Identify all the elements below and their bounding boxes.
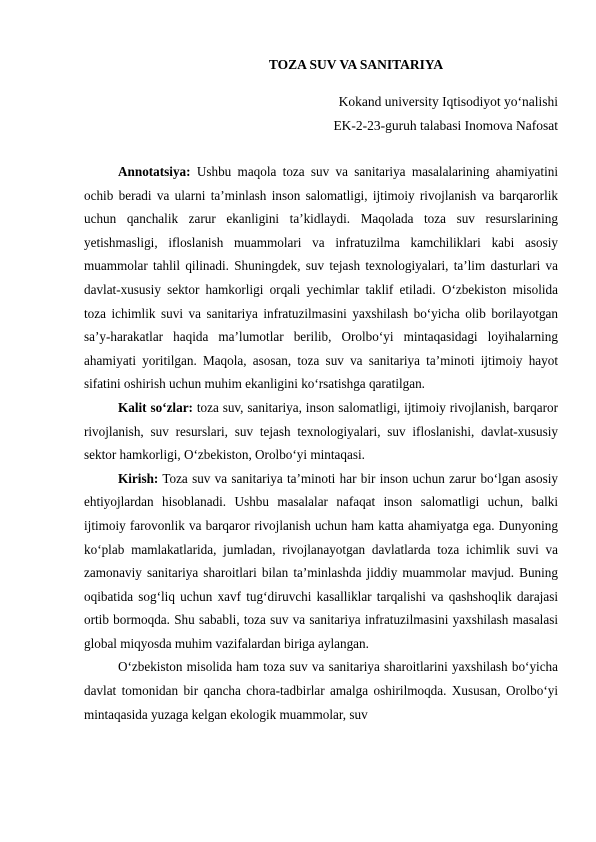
keywords-text: toza suv, sanitariya, inson salomatligi, ijtimoiy rivojlanish, barqaror rivojlanish, suv resurslari, suv tejash texnologiyalari, suv ifloslanishi, davlat-xususiy sektor hamkorligi, O‘zbekiston, Orolbo‘yi mintaqasi.: [84, 399, 558, 463]
author-affiliation: Kokand university Iqtisodiyot yo‘nalishi: [338, 94, 558, 109]
article-title: TOZA SUV VA SANITARIYA: [268, 57, 444, 72]
abstract-label: Annotatsiya:: [118, 164, 191, 179]
introduction-paragraph: [84, 467, 558, 656]
body-paragraph: [84, 655, 558, 726]
abstract-paragraph: [84, 160, 558, 396]
author-name: EK-2-23-guruh talabasi Inomova Nafosat: [333, 118, 558, 133]
keywords-paragraph: [84, 396, 558, 467]
introduction-text: Toza suv va sanitariya ta’minoti har bir inson uchun zarur bo‘lgan asosiy ehtiyojlardan hisoblanadi. Ushbu masalalar nafaqat inson salomatligi uchun, balki ijtimoiy farovonlik va barqaror rivojlanish uchun ham katta ahamiyatga ega. Dunyoning ko‘plab mamlakatlarida, jumladan, rivojlanayotgan davlatlarda toza ichimlik suvi va zamonaviy sanitariya sharoitlari bilan ta’minlashda jiddiy muammolar mavjud. Buning oqibatida sog‘liq uchun xavf tug‘diruvchi kasalliklar tarqalishi va qashshoqlik darajasi ortib bormoqda. Shu sababli, toza suv va sanitariya infratuzilmasini yaxshilash masalasi global miqyosda muhim vazifalardan biriga aylangan.: [84, 470, 558, 651]
abstract-text: Ushbu maqola toza suv va sanitariya masalalarining ahamiyatini ochib beradi va ularni ta’minlash inson salomatligi, ijtimoiy rivojlanish va barqarorlik uchun qanchalik zarur ekanligini ta’kidlaydi. Maqolada toza suv resurslarining yetishmasligi, ifloslanish muammolari va infratuzilma kamchiliklari kabi asosiy muammolar tahlil qilinadi. Shuningdek, suv tejash texnologiyalari, ta’lim dasturlari va davlat-xususiy sektor hamkorligi orqali yechimlar taklif etiladi. O‘zbekiston misolida toza ichimlik suvi va sanitariya infratuzilmasini yaxshilash bo‘yicha olib borilayotgan sa’y-harakatlar haqida ma’lumotlar berilib, Orolbo‘yi mintaqasidagi loyihalarning ahamiyati yoritilgan. Maqola, asosan, toza suv va sanitariya ta’minoti ijtimoiy hayot sifatini oshirish uchun muhim ekanligini ko‘rsatishga qaratilgan.: [84, 164, 558, 392]
body-paragraph-text: O‘zbekiston misolida ham toza suv va sanitariya sharoitlarini yaxshilash bo‘yicha davlat tomonidan bir qancha chora-tadbirlar amalga oshirilmoqda. Xususan, Orolbo‘yi mintaqasida yuzaga kelgan ekologik muammolar, suv: [84, 659, 558, 722]
keywords-label: Kalit so‘zlar:: [118, 399, 193, 415]
introduction-label: Kirish:: [118, 470, 159, 486]
article-body: [84, 160, 558, 726]
